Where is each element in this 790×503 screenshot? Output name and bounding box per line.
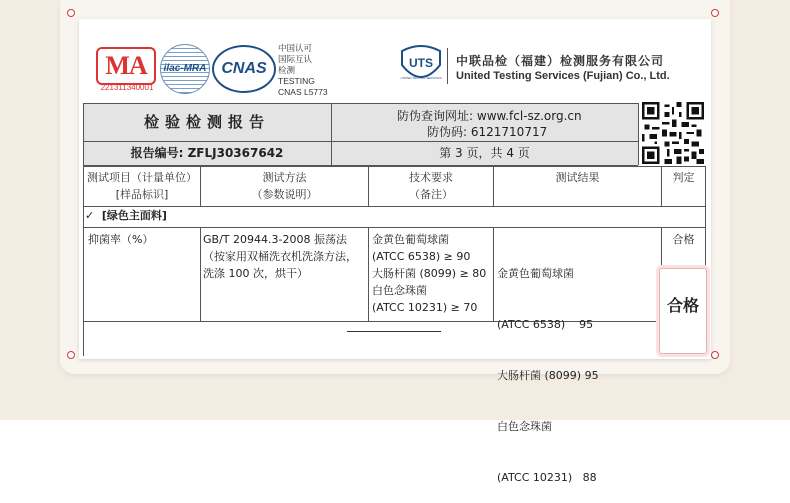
header-requirement: 技术要求 （备注） <box>409 171 453 201</box>
grid-line <box>83 141 638 142</box>
anti-fake-info <box>331 103 638 141</box>
anti-fake-url: 防伪查询网址: www.fcl-sz.org.cn <box>397 109 582 123</box>
page-info: 第 3 页，共 4 页 <box>331 141 638 165</box>
uts-logo-subtext: UNITED TESTING SERVICES <box>400 76 442 80</box>
ilac-mra-logo: ilac-MRA <box>160 44 210 94</box>
grid-line <box>83 206 706 207</box>
uts-logo-icon <box>398 45 444 87</box>
pin-bottom-right <box>711 351 719 359</box>
logo-divider <box>447 48 448 84</box>
grid-line <box>368 227 369 321</box>
verdict-cell: 合格 <box>672 233 695 246</box>
header-test-item: 测试项目（计量单位） [样品标识] <box>87 171 197 201</box>
grid-line <box>638 103 639 165</box>
qr-code-icon[interactable] <box>642 102 704 164</box>
report-title: 检验检测报告 <box>83 103 331 141</box>
cma-code: 221311340001 <box>100 83 154 92</box>
grid-line <box>83 166 706 167</box>
grid-line <box>83 227 706 228</box>
grid-line <box>83 103 638 104</box>
pin-top-left <box>67 9 75 17</box>
grid-line <box>493 227 494 321</box>
header-verdict: 判定 <box>672 171 695 184</box>
grid-line <box>200 227 201 321</box>
uts-logo-text: UTS <box>409 56 433 70</box>
test-method-cell: GB/T 20944.3-2008 振荡法 （按家用双桶洗衣机洗涤方法， 洗涤 100 次，烘干） <box>203 233 357 280</box>
cma-logo: MA <box>96 47 156 85</box>
pin-bottom-left <box>67 351 75 359</box>
company-name-cn: 中联品检（福建）检测服务有限公司 <box>456 54 665 68</box>
result-cell: 金黄色葡萄球菌 (ATCC 6538) 95 大肠杆菌 (8099) 95 白色念珠菌 (ATCC 10231) 88 <box>497 267 599 484</box>
sample-section-label: ✓ [绿色主面料] <box>85 209 167 222</box>
grid-line <box>83 103 84 165</box>
company-name-en: United Testing Services (Fujian) Co., Ltd. <box>456 70 670 82</box>
anti-fake-code: 防伪码: 6121710717 <box>427 125 548 139</box>
cnas-accreditation-text: 中国认可 国际互认 检测 TESTING CNAS L5773 <box>278 43 328 97</box>
report-number: 报告编号: ZFLJ30367642 <box>83 141 331 165</box>
test-item-cell: 抑菌率（%） <box>88 233 154 246</box>
requirement-cell: 金黄色葡萄球菌 (ATCC 6538) ≥ 90 大肠杆菌 (8099) ≥ 80 白色念珠菌 (ATCC 10231) ≥ 70 <box>372 233 487 314</box>
pin-top-right <box>711 9 719 17</box>
cnas-logo: CNAS <box>212 45 276 93</box>
header-test-method: 测试方法 （参数说明） <box>251 171 318 201</box>
grid-line <box>331 103 332 165</box>
grid-line <box>705 166 706 268</box>
header-result: 测试结果 <box>555 171 600 184</box>
end-line <box>347 331 441 332</box>
qualified-stamp: 合格 <box>659 268 707 354</box>
